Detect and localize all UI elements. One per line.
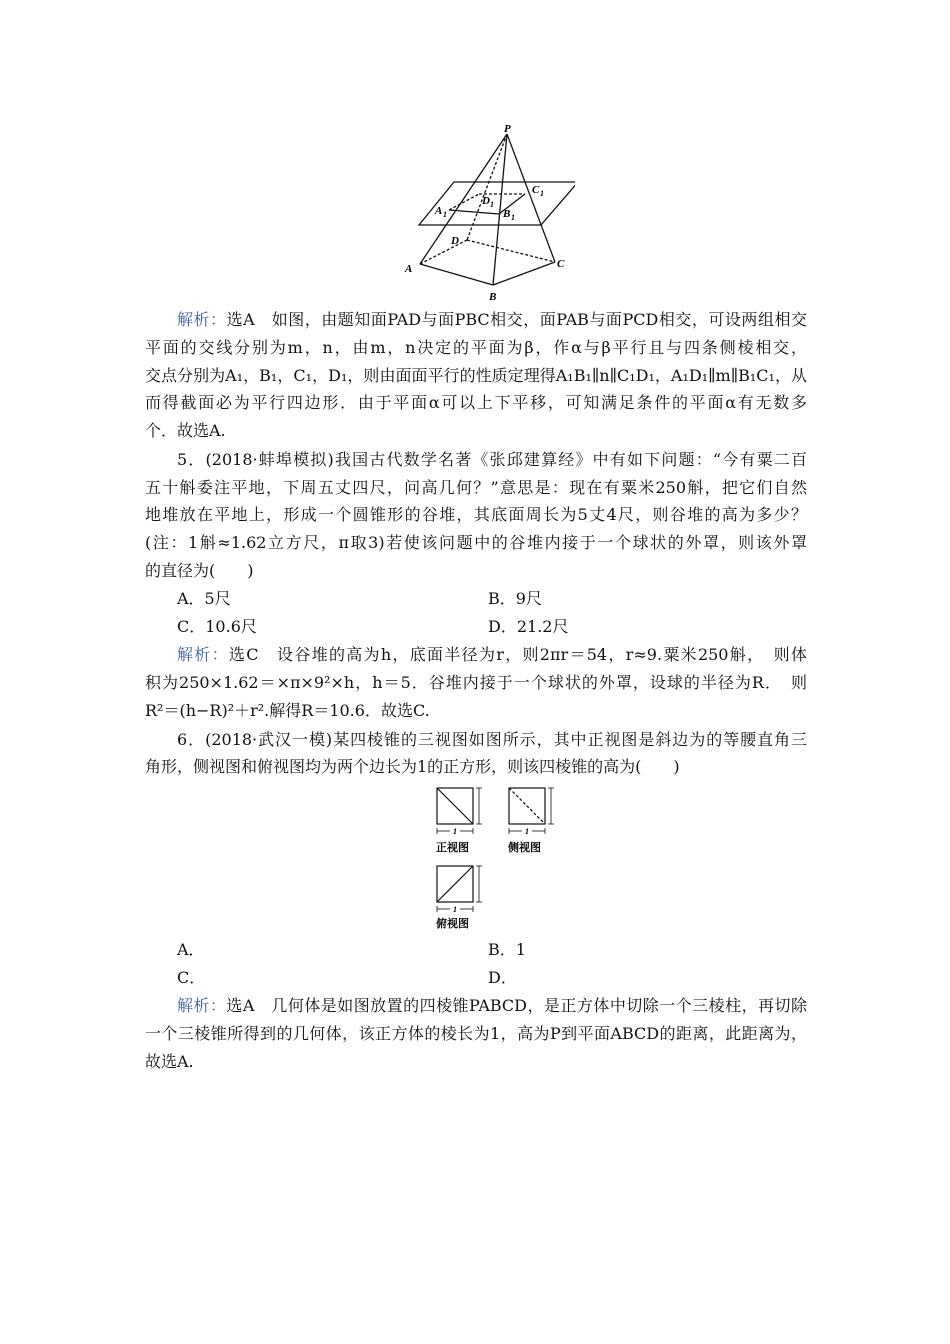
q6-option-c: C． [177,968,206,987]
solution6-line-1: 解析：选A 几何体是如图放置的四棱锥PABCD，是正方体中切除一个三棱柱，再切除 [177,996,807,1015]
label-C1: C [532,184,540,196]
q5-option-b: B．9尺 [488,589,542,608]
question6-line-1: 6．(2018·武汉一模)某四棱锥的三视图如图所示，其中正视图是斜边为的等腰直角三 [177,730,807,749]
side-view-caption: 侧视图 [508,841,541,854]
solution-lead: 解析： [177,645,229,664]
q5-option-a: A．5尺 [177,589,231,608]
q5-option-d: D．21.2尺 [488,617,569,636]
top-view-caption: 俯视图 [436,917,469,930]
label-B1-sub: 1 [511,213,515,222]
label-D1-sub: 1 [490,200,494,209]
question6-line-2: 角形，侧视图和俯视图均为两个边长为1的正方形，则该四棱锥的高为( ) [145,757,680,776]
label-P: P [504,123,511,135]
solution4-line-5: 个．故选A. [145,421,226,440]
front-view-caption: 正视图 [436,841,469,854]
question5-line-4: (注：1斛≈1.62立方尺，π取3)若使该问题中的谷堆内接于一个球状的外罩，则该外罩 [145,533,807,552]
side-dim-label: 1 [525,827,529,836]
q6-option-b: B．1 [488,940,526,959]
label-A1: A [435,205,443,217]
label-D1: D [482,195,490,207]
label-C: C [557,258,565,270]
label-A: A [405,263,413,275]
top-dim-label: 1 [453,905,457,914]
label-C1-sub: 1 [540,189,544,198]
solution5-line-1: 解析：选C 设谷堆的高为h，底面半径为r，则2πr＝54，r≈9.粟米250斛， 则体 [177,645,807,664]
solution-lead: 解析： [177,996,227,1015]
solution5-line-3: R²＝(h−R)²＋r².解得R＝10.6．故选C. [145,701,430,720]
solution4-line-1: 解析：选A 如图，由题知面PAD与面PBC相交，面PAB与面PCD相交，可设两组相交 [177,310,807,329]
solution6-line-3: 故选A. [145,1052,194,1071]
three-views-figure [430,783,560,933]
pyramid-figure [395,122,575,304]
question5-line-2: 五十斛委注平地，下周五丈四尺，问高几何？”意思是：现在有粟米250斛，把它们自然 [145,478,807,497]
solution5-line-2: 积为250×1.62＝×π×9²×h，h＝5．谷堆内接于一个球状的外罩，设球的半径为R． 则 [145,673,807,692]
label-B: B [489,291,497,303]
question5-line-3: 地堆放在平地上，形成一个圆锥形的谷堆，其底面周长为5丈4尺，则谷堆的高为多少？ [145,505,807,524]
solution6-line-2: 一个三棱锥所得到的几何体，该正方体的棱长为1，高为P到平面ABCD的距离，此距离为， [145,1024,807,1043]
solution4-line-2: 平面的交线分别为m，n，由m，n决定的平面为β，作α与β平行且与四条侧棱相交， [145,338,807,357]
solution4-line-4: 而得截面必为平行四边形．由于平面α可以上下平移，可知满足条件的平面α有无数多 [145,393,807,412]
q6-option-d: D． [488,968,517,987]
q6-option-a: A． [177,940,205,959]
solution-lead: 解析： [177,310,227,329]
question5-line-1: 5．(2018·蚌埠模拟)我国古代数学名著《张邱建算经》中有如下问题：“今有粟二百 [177,450,807,469]
q5-option-c: C．10.6尺 [177,617,257,636]
label-D: D [451,235,459,247]
question5-line-5: 的直径为( ) [145,561,254,580]
solution4-line-3: 交点分别为A₁，B₁，C₁，D₁，则由面面平行的性质定理得A₁B₁∥n∥C₁D₁，A₁D₁∥m∥B₁C₁，从 [145,366,807,385]
front-dim-label: 1 [453,827,457,836]
label-B1: B [503,208,511,220]
label-A1-sub: 1 [443,210,447,219]
